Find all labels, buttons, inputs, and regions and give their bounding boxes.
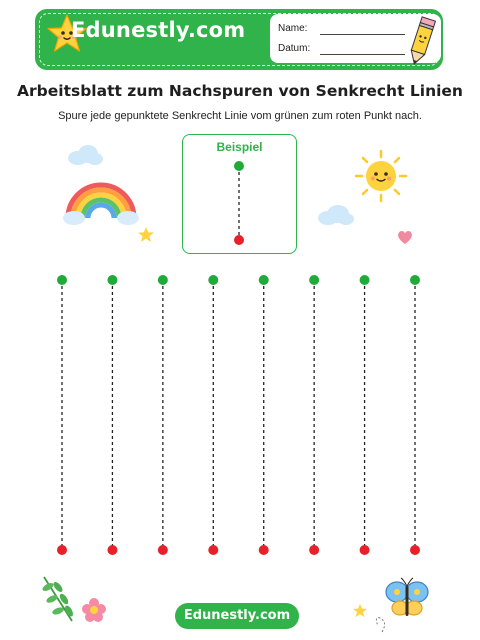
trace-line-4-end-dot[interactable] [208, 545, 218, 555]
star-icon [352, 603, 368, 618]
footer-brand: Edunestly.com [175, 603, 299, 629]
trace-line-4-start-dot[interactable] [208, 275, 218, 285]
date-label: Datum: [278, 43, 311, 54]
leaf-branch-icon [38, 573, 76, 625]
trace-line-5-end-dot[interactable] [259, 545, 269, 555]
trace-line-2-end-dot[interactable] [107, 545, 117, 555]
name-label: Name: [278, 23, 308, 34]
trace-line-5-start-dot[interactable] [259, 275, 269, 285]
trace-line-6-end-dot[interactable] [309, 545, 319, 555]
trace-line-7-end-dot[interactable] [360, 545, 370, 555]
trace-line-3-start-dot[interactable] [158, 275, 168, 285]
trace-line-7-start-dot[interactable] [360, 275, 370, 285]
trace-line-2-start-dot[interactable] [107, 275, 117, 285]
example-start-dot[interactable] [234, 161, 244, 171]
example-label: Beispiel [216, 140, 263, 154]
trace-line-1-end-dot[interactable] [57, 545, 67, 555]
worksheet-instruction: Spure jede gepunktete Senkrecht Linie vom grünen zum roten Punkt nach. [58, 110, 422, 122]
trace-line-1-start-dot[interactable] [57, 275, 67, 285]
worksheet-title: Arbeitsblatt zum Nachspuren von Senkrecht Linien [17, 82, 463, 100]
trace-line-3-end-dot[interactable] [158, 545, 168, 555]
trace-line-6-start-dot[interactable] [309, 275, 319, 285]
example-end-dot[interactable] [234, 235, 244, 245]
flower-icon [82, 598, 106, 622]
butterfly-icon [374, 574, 436, 636]
brand-title: Edunestly.com [71, 18, 246, 42]
trace-line-8-start-dot[interactable] [410, 275, 420, 285]
trace-line-8-end-dot[interactable] [410, 545, 420, 555]
